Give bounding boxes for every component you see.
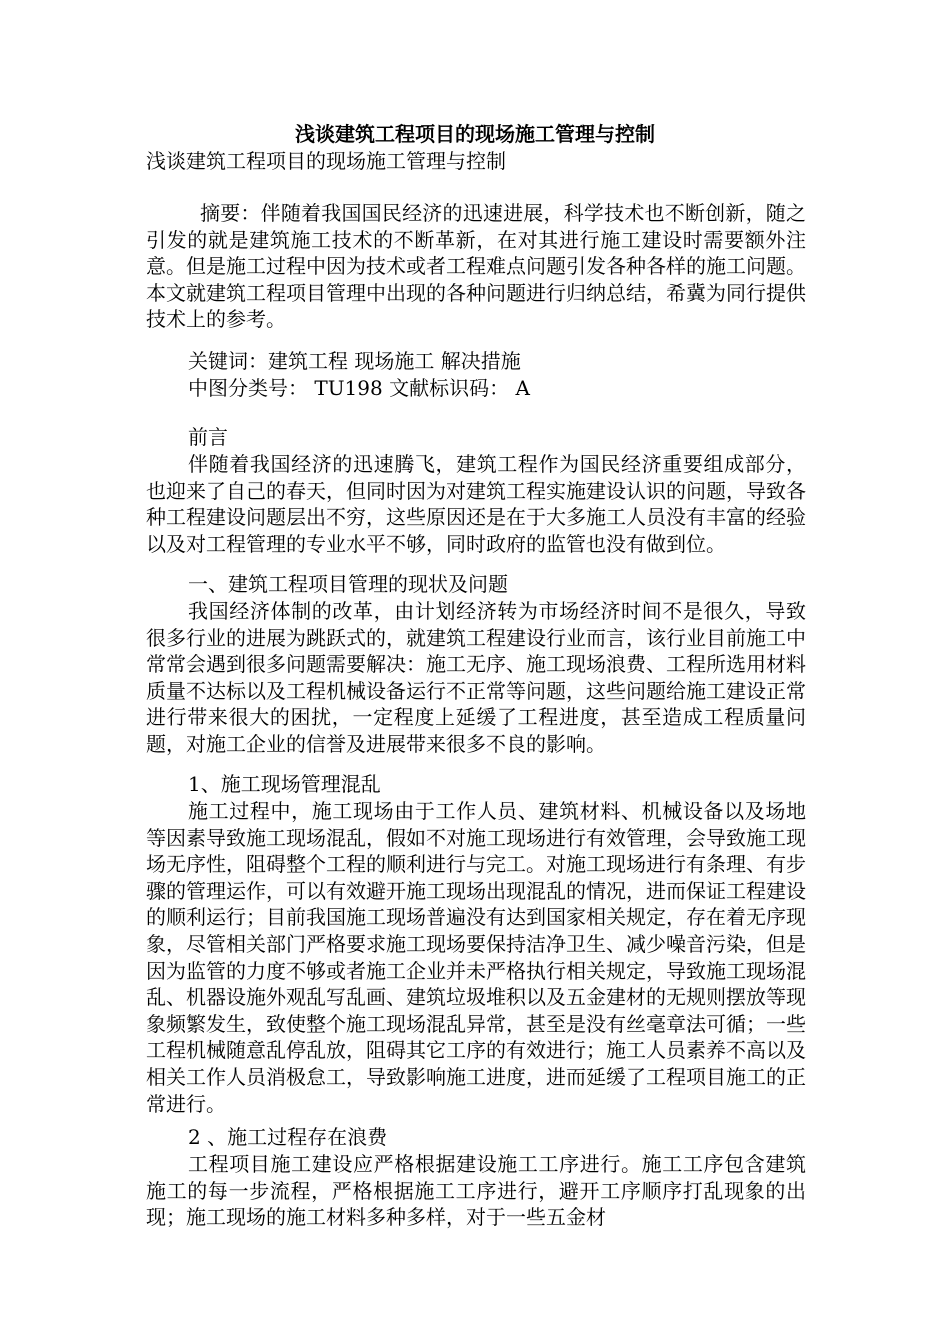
document-title: 浅谈建筑工程项目的现场施工管理与控制 bbox=[295, 122, 655, 146]
preface-paragraph: 伴随着我国经济的迅速腾飞，建筑工程作为国民经济重要组成部分，也迎来了自己的春天，但同时因为对建筑工程实施建设认识的问题，导致各种工程建设问题层出不穷，这些原因还是在于大多施工人员没有丰富的经验以及对工程管理的专业水平不够，同时政府的监管也没有做到位。 bbox=[146, 452, 806, 556]
subsection-2-paragraph: 工程项目施工建设应严格根据建设施工工序进行。施工工序包含建筑施工的每一步流程，严格根据施工工序进行，避开工序顺序打乱现象的出现；施工现场的施工材料多种多样，对于一些五金材 bbox=[146, 1152, 806, 1230]
preface-heading: 前言 bbox=[188, 425, 228, 449]
section-1-paragraph: 我国经济体制的改革，由计划经济转为市场经济时间不是很久，导致很多行业的进展为跳跃式的，就建筑工程建设行业而言，该行业目前施工中常常会遇到很多问题需要解决：施工无序、施工现场浪费、工程所选用材料质量不达标以及工程机械设备运行不正常等问题，这些问题给施工建设正常进行带来很大的困扰，一定程度上延缓了工程进度，甚至造成工程质量问题，对施工企业的信誉及进展带来很多不良的影响。 bbox=[146, 599, 806, 756]
subsection-1-heading: 1、施工现场管理混乱 bbox=[188, 772, 381, 796]
document-subtitle: 浅谈建筑工程项目的现场施工管理与控制 bbox=[146, 149, 506, 173]
abstract-paragraph: 摘要：伴随着我国国民经济的迅速进展，科学技术也不断创新，随之引发的就是建筑施工技术的不断革新，在对其进行施工建设时需要额外注意。但是施工过程中因为技术或者工程难点问题引发各种各样的施工问题。本文就建筑工程项目管理中出现的各种问题进行归纳总结，希冀为同行提供技术上的参考。 bbox=[146, 201, 806, 332]
subsection-1-paragraph: 施工过程中，施工现场由于工作人员、建筑材料、机械设备以及场地等因素导致施工现场混乱，假如不对施工现场进行有效管理，会导致施工现场无序性，阻碍整个工程的顺利进行与完工。对施工现场进行有条理、有步骤的管理运作，可以有效避开施工现场出现混乱的情况，进而保证工程建设的顺利运行；目前我国施工现场普遍没有达到国家相关规定，存在着无序现象，尽管相关部门严格要求施工现场要保持洁净卫生、减少噪音污染，但是因为监管的力度不够或者施工企业并未严格执行相关规定，导致施工现场混乱、机器设施外观乱写乱画、建筑垃圾堆积以及五金建材的无规则摆放等现象频繁发生，致使整个施工现场混乱异常，甚至是没有丝毫章法可循；一些工程机械随意乱停乱放，阻碍其它工序的有效进行；施工人员素养不高以及相关工作人员消极怠工，导致影响施工进度，进而延缓了工程项目施工的正常进行。 bbox=[146, 799, 806, 1116]
classification-line: 中图分类号： TU198 文献标识码： A bbox=[188, 376, 530, 400]
keywords-line: 关键词：建筑工程 现场施工 解决措施 bbox=[188, 349, 521, 373]
section-1-heading: 一、建筑工程项目管理的现状及问题 bbox=[188, 572, 508, 596]
subsection-2-heading: 2 、施工过程存在浪费 bbox=[188, 1125, 388, 1149]
